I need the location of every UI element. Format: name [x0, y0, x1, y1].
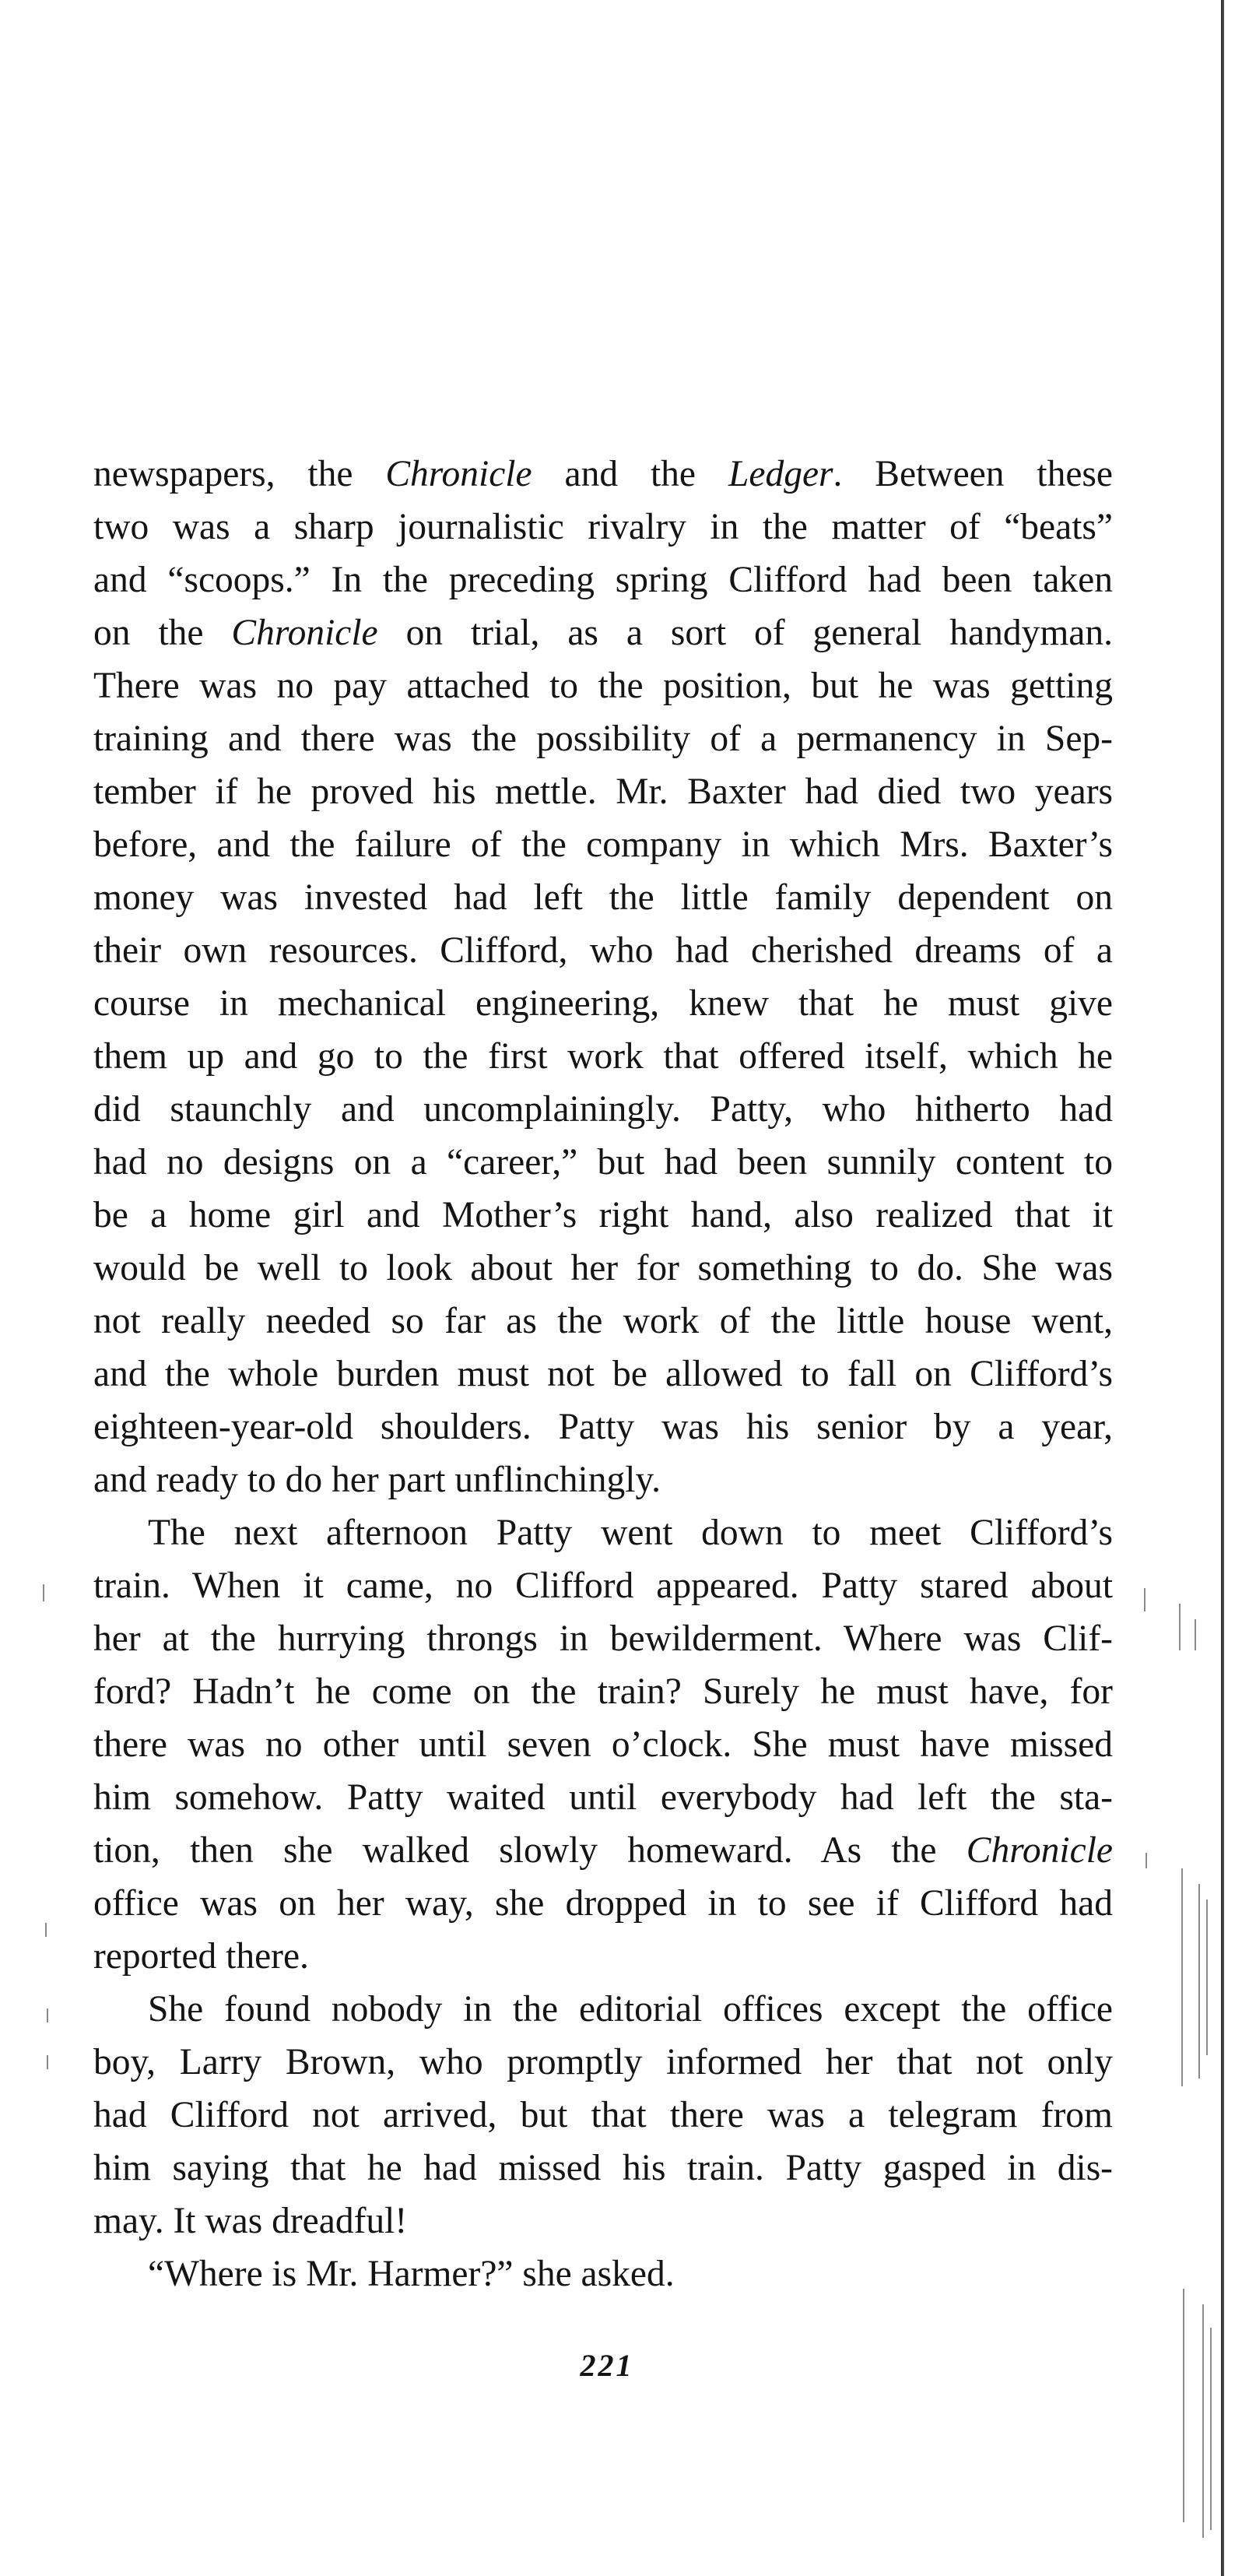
scan-noise: [45, 1923, 47, 1937]
text-line: and the whole burden must not be allowed to fall on Clifford’s: [93, 1354, 1113, 1394]
text-line: her at the hurrying throngs in bewilderment. Where was Clif-: [93, 1618, 1113, 1659]
text-line: two was a sharp journalistic rivalry in the matter of “beats”: [93, 507, 1113, 547]
text-line: him saying that he had missed his train. Patty gasped in dis-: [93, 2148, 1113, 2188]
text-line: be a home girl and Mother’s right hand, also realized that it: [93, 1195, 1113, 1235]
text-line: their own resources. Clifford, who had cherished dreams of a: [93, 930, 1113, 971]
text-line: “Where is Mr. Harmer?” she asked.: [148, 2254, 675, 2294]
text-line: training and there was the possibility of a permanency in Sep-: [93, 719, 1113, 759]
scan-noise: [43, 1584, 44, 1601]
scan-noise: [1136, 1588, 1214, 2561]
text-line: reported there.: [93, 1936, 309, 1977]
text-line: had Clifford not arrived, but that there was a telegram from: [93, 2095, 1113, 2135]
text-line: She found nobody in the editorial offices except the office: [148, 1989, 1113, 2030]
text-line: newspapers, the Chronicle and the Ledger. Between these: [93, 454, 1114, 494]
text-line: train. When it came, no Clifford appeared. Patty stared about: [93, 1566, 1113, 1606]
text-line: would be well to look about her for something to do. She was: [93, 1248, 1113, 1288]
text-line: boy, Larry Brown, who promptly informed her that not only: [93, 2042, 1113, 2082]
text-line: did staunchly and uncomplainingly. Patty, who hitherto had: [93, 1089, 1113, 1130]
text-line: tember if he proved his mettle. Mr. Baxter had died two years: [93, 771, 1113, 812]
paragraph-4: [93, 2247, 1113, 2300]
text-line: may. It was dreadful!: [93, 2201, 408, 2241]
text-line: had no designs on a “career,” but had been sunnily content to: [93, 1142, 1113, 1183]
text-line: ford? Hadn’t he come on the train? Surely he must have, for: [93, 1671, 1113, 1712]
paragraph-1: [93, 448, 1113, 1506]
paragraph-3: [93, 1983, 1113, 2247]
text-line: on the Chronicle on trial, as a sort of general handyman.: [93, 613, 1114, 653]
text-line: There was no pay attached to the position, but he was getting: [93, 666, 1113, 706]
text-line: them up and go to the first work that offered itself, which he: [93, 1036, 1113, 1077]
text-line: him somehow. Patty waited until everybody had left the sta-: [93, 1777, 1113, 1818]
scan-noise: [47, 2055, 48, 2069]
body-text: [93, 448, 1113, 2300]
text-line: there was no other until seven o’clock. She must have missed: [93, 1724, 1113, 1765]
text-line: eighteen-year-old shoulders. Patty was his senior by a year,: [93, 1407, 1113, 1447]
text-line: and “scoops.” In the preceding spring Clifford had been taken: [93, 560, 1113, 600]
text-line: tion, then she walked slowly homeward. As the Chronicle: [93, 1830, 1113, 1871]
text-line: The next afternoon Patty went down to meet Clifford’s: [148, 1513, 1113, 1553]
scan-noise: [47, 2008, 48, 2022]
text-line: not really needed so far as the work of the little house went,: [93, 1301, 1113, 1341]
binding-edge: [1221, 0, 1224, 2576]
text-line: and ready to do her part unflinchingly.: [93, 1460, 661, 1500]
text-line: office was on her way, she dropped in to see if Clifford had: [93, 1883, 1113, 1924]
paragraph-2: [93, 1506, 1113, 1983]
page-number: 221: [580, 2348, 634, 2383]
text-line: before, and the failure of the company in which Mrs. Baxter’s: [93, 824, 1113, 865]
text-line: course in mechanical engineering, knew that he must give: [93, 983, 1113, 1024]
text-line: money was invested had left the little family dependent on: [93, 877, 1113, 918]
